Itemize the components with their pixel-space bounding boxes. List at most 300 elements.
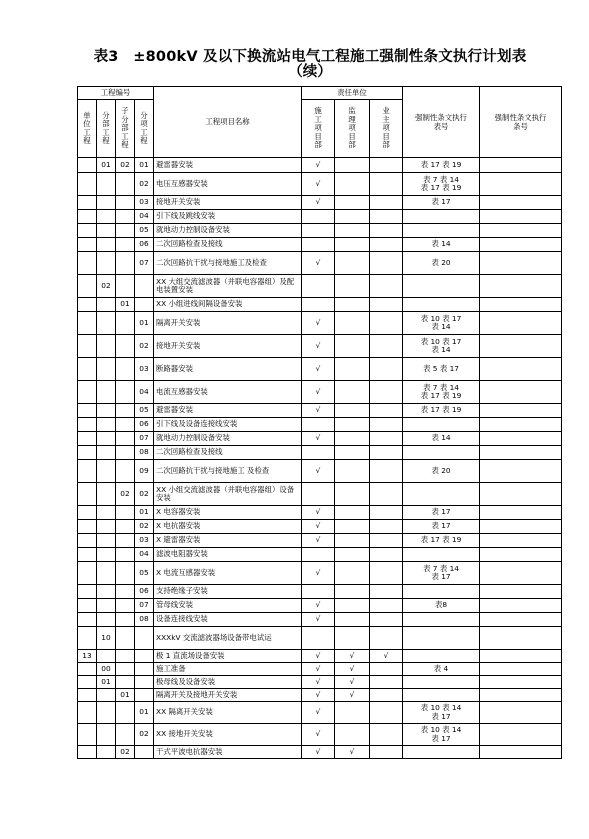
cell-sub-division (116, 196, 135, 210)
cell-owner: √ (370, 650, 403, 663)
execution-plan-table (77, 86, 562, 759)
cell-name: XX 大组交流滤波器（并联电容器组）及配电装置安装 (154, 275, 302, 298)
cell-supervision (335, 432, 370, 446)
cell-construction: √ (302, 599, 335, 613)
cell-construction: √ (302, 173, 335, 196)
cell-standard-clause (480, 746, 562, 759)
cell-standard-clause (480, 173, 562, 196)
cell-supervision (335, 418, 370, 432)
cell-supervision (335, 460, 370, 483)
cell-standard-table (403, 650, 480, 663)
table-row (78, 196, 562, 210)
cell-owner (370, 252, 403, 275)
cell-item: 02 (135, 335, 154, 358)
cell-standard-table (403, 298, 480, 312)
cell-item: 01 (135, 312, 154, 335)
cell-name: 断路器安装 (154, 358, 302, 381)
cell-supervision (335, 158, 370, 173)
table-row (78, 702, 562, 724)
cell-unit (78, 483, 97, 506)
table-row (78, 210, 562, 224)
page-subtitle: （续） (288, 64, 332, 80)
cell-item: 07 (135, 252, 154, 275)
header-division-project: 分部工程 (97, 100, 116, 158)
cell-division: 10 (97, 627, 116, 650)
cell-standard-table: 表 7 表 14 表 17 (403, 562, 480, 585)
cell-standard-clause (480, 460, 562, 483)
cell-unit (78, 252, 97, 275)
cell-name: XX 小组交流滤波器（并联电容器组）设备安装 (154, 483, 302, 506)
header-project-name: 工程项目名称 (154, 87, 302, 158)
cell-standard-table (403, 275, 480, 298)
cell-standard-table (403, 627, 480, 650)
cell-unit (78, 460, 97, 483)
cell-item: 03 (135, 358, 154, 381)
cell-owner (370, 418, 403, 432)
cell-standard-table: 表 10 表 14 表 17 (403, 724, 480, 746)
cell-standard-clause (480, 358, 562, 381)
cell-construction: √ (302, 689, 335, 702)
cell-sub-division (116, 506, 135, 520)
cell-standard-table (403, 585, 480, 599)
cell-construction: √ (302, 534, 335, 548)
cell-unit (78, 689, 97, 702)
cell-construction: √ (302, 663, 335, 676)
cell-standard-clause (480, 599, 562, 613)
header-standard-clause-no: 强制性条文执行条号 (480, 87, 562, 158)
cell-owner (370, 585, 403, 599)
cell-owner (370, 548, 403, 562)
cell-construction: √ (302, 724, 335, 746)
cell-item: 02 (135, 520, 154, 534)
cell-owner (370, 599, 403, 613)
cell-standard-table: 表 20 (403, 252, 480, 275)
cell-construction: √ (302, 746, 335, 759)
cell-construction: √ (302, 158, 335, 173)
cell-division (97, 312, 116, 335)
cell-standard-table (403, 689, 480, 702)
cell-name: X 避雷器安装 (154, 534, 302, 548)
cell-unit (78, 702, 97, 724)
cell-supervision (335, 381, 370, 404)
cell-name: 就地动力控制设备安装 (154, 432, 302, 446)
cell-supervision (335, 275, 370, 298)
cell-standard-table (403, 676, 480, 689)
cell-standard-table: 表 17 (403, 506, 480, 520)
cell-supervision (335, 404, 370, 418)
cell-unit (78, 520, 97, 534)
cell-construction (302, 224, 335, 238)
cell-supervision (335, 238, 370, 252)
cell-unit (78, 534, 97, 548)
cell-construction: √ (302, 312, 335, 335)
cell-supervision (335, 252, 370, 275)
cell-sub-division (116, 432, 135, 446)
cell-name: 滤波电阻器安装 (154, 548, 302, 562)
cell-owner (370, 446, 403, 460)
cell-supervision (335, 534, 370, 548)
cell-construction: √ (302, 381, 335, 404)
cell-item: 06 (135, 585, 154, 599)
cell-unit (78, 275, 97, 298)
cell-unit (78, 663, 97, 676)
cell-sub-division: 01 (116, 298, 135, 312)
cell-name: 设备连接线安装 (154, 613, 302, 627)
cell-item: 05 (135, 404, 154, 418)
cell-sub-division: 02 (116, 158, 135, 173)
cell-standard-clause (480, 548, 562, 562)
cell-unit (78, 562, 97, 585)
cell-construction (302, 446, 335, 460)
cell-name: 极母线及设备安装 (154, 676, 302, 689)
cell-sub-division (116, 418, 135, 432)
cell-sub-division: 02 (116, 483, 135, 506)
cell-division (97, 650, 116, 663)
cell-supervision (335, 173, 370, 196)
cell-unit (78, 238, 97, 252)
cell-standard-clause (480, 238, 562, 252)
cell-standard-clause (480, 446, 562, 460)
cell-supervision (335, 358, 370, 381)
cell-owner (370, 506, 403, 520)
cell-standard-clause (480, 520, 562, 534)
cell-owner (370, 404, 403, 418)
cell-supervision (335, 562, 370, 585)
cell-construction: √ (302, 252, 335, 275)
cell-owner (370, 676, 403, 689)
cell-construction: √ (302, 506, 335, 520)
cell-division (97, 381, 116, 404)
cell-sub-division (116, 358, 135, 381)
cell-standard-table (403, 210, 480, 224)
cell-sub-division (116, 548, 135, 562)
table-row (78, 548, 562, 562)
cell-sub-division (116, 252, 135, 275)
cell-construction (302, 275, 335, 298)
cell-standard-clause (480, 432, 562, 446)
cell-unit (78, 599, 97, 613)
cell-item: 01 (135, 506, 154, 520)
table-row (78, 599, 562, 613)
cell-standard-table: 表 7 表 14 表 17 表 19 (403, 381, 480, 404)
cell-supervision (335, 312, 370, 335)
cell-standard-table: 表 10 表 14 表 17 (403, 702, 480, 724)
cell-construction: √ (302, 520, 335, 534)
cell-item: 07 (135, 432, 154, 446)
cell-division (97, 210, 116, 224)
cell-unit (78, 335, 97, 358)
cell-construction (302, 627, 335, 650)
cell-standard-clause (480, 483, 562, 506)
cell-item: 08 (135, 613, 154, 627)
table-row (78, 158, 562, 173)
cell-standard-clause (480, 702, 562, 724)
cell-standard-clause (480, 676, 562, 689)
cell-name: 接地开关安装 (154, 335, 302, 358)
table-row (78, 724, 562, 746)
cell-item: 07 (135, 599, 154, 613)
header-item-project: 分项工程 (135, 100, 154, 158)
cell-name: 隔离开关及接地开关安装 (154, 689, 302, 702)
cell-name: 避雷器安装 (154, 158, 302, 173)
cell-standard-clause (480, 562, 562, 585)
header-supervision-dept: 监理项目部 (335, 100, 370, 158)
cell-item: 06 (135, 418, 154, 432)
cell-construction: √ (302, 702, 335, 724)
table-row (78, 173, 562, 196)
cell-owner (370, 173, 403, 196)
cell-owner (370, 520, 403, 534)
table-row (78, 746, 562, 759)
cell-standard-clause (480, 534, 562, 548)
cell-sub-division (116, 335, 135, 358)
cell-sub-division (116, 520, 135, 534)
table-row (78, 627, 562, 650)
cell-supervision (335, 298, 370, 312)
cell-sub-division: 01 (116, 689, 135, 702)
cell-name: 就地动力控制设备安装 (154, 224, 302, 238)
cell-supervision: √ (335, 676, 370, 689)
cell-item: 09 (135, 460, 154, 483)
cell-item: 03 (135, 196, 154, 210)
cell-supervision (335, 483, 370, 506)
cell-supervision (335, 548, 370, 562)
cell-construction: √ (302, 196, 335, 210)
cell-name: 引下线及跳线安装 (154, 210, 302, 224)
cell-division (97, 534, 116, 548)
cell-division: 01 (97, 676, 116, 689)
cell-unit (78, 210, 97, 224)
cell-standard-clause (480, 506, 562, 520)
header-owner-dept: 业主项目部 (370, 100, 403, 158)
cell-sub-division (116, 724, 135, 746)
cell-division (97, 196, 116, 210)
cell-standard-clause (480, 404, 562, 418)
cell-standard-clause (480, 252, 562, 275)
cell-owner (370, 689, 403, 702)
cell-standard-table (403, 418, 480, 432)
cell-division (97, 724, 116, 746)
cell-supervision (335, 520, 370, 534)
cell-name: 二次回路抗干扰与接地施工 及检查 (154, 460, 302, 483)
table-row (78, 275, 562, 298)
cell-supervision (335, 446, 370, 460)
cell-supervision (335, 613, 370, 627)
cell-name: 避雷器安装 (154, 404, 302, 418)
table-row (78, 613, 562, 627)
table-row (78, 312, 562, 335)
table-row (78, 238, 562, 252)
table-row (78, 404, 562, 418)
cell-sub-division (116, 562, 135, 585)
cell-item: 04 (135, 548, 154, 562)
cell-construction: √ (302, 335, 335, 358)
cell-name: 电流互感器安装 (154, 381, 302, 404)
cell-construction: √ (302, 650, 335, 663)
cell-construction: √ (302, 562, 335, 585)
cell-supervision: √ (335, 663, 370, 676)
cell-name: 支持绝缘子安装 (154, 585, 302, 599)
cell-standard-clause (480, 627, 562, 650)
cell-name: 二次回路检查及接线 (154, 446, 302, 460)
table-row (78, 676, 562, 689)
cell-supervision (335, 627, 370, 650)
cell-name: 隔离开关安装 (154, 312, 302, 335)
cell-supervision (335, 224, 370, 238)
cell-name: 二次回路抗干扰与接地施工及检查 (154, 252, 302, 275)
cell-division (97, 446, 116, 460)
cell-standard-table (403, 446, 480, 460)
cell-construction: √ (302, 404, 335, 418)
cell-name: 干式平波电抗器安装 (154, 746, 302, 759)
cell-name: X 电抗器安装 (154, 520, 302, 534)
cell-unit (78, 746, 97, 759)
cell-owner (370, 562, 403, 585)
table-row (78, 252, 562, 275)
cell-owner (370, 335, 403, 358)
cell-item: 06 (135, 238, 154, 252)
cell-owner (370, 724, 403, 746)
cell-standard-table (403, 548, 480, 562)
cell-division (97, 689, 116, 702)
cell-division (97, 585, 116, 599)
cell-name: 引下线及设备连接线安装 (154, 418, 302, 432)
cell-name: XX 接地开关安装 (154, 724, 302, 746)
cell-name: XX 小组进线间隔设备安装 (154, 298, 302, 312)
cell-sub-division (116, 381, 135, 404)
cell-standard-clause (480, 312, 562, 335)
cell-unit (78, 627, 97, 650)
cell-division (97, 173, 116, 196)
cell-sub-division (116, 650, 135, 663)
cell-construction (302, 238, 335, 252)
table-row (78, 335, 562, 358)
cell-item: 01 (135, 702, 154, 724)
header-construction-dept: 施工项目部 (302, 100, 335, 158)
cell-standard-clause (480, 418, 562, 432)
cell-standard-table: 表 17 表 19 (403, 404, 480, 418)
cell-division (97, 746, 116, 759)
cell-owner (370, 432, 403, 446)
cell-standard-table (403, 613, 480, 627)
table-row (78, 520, 562, 534)
cell-item: 04 (135, 381, 154, 404)
table-row (78, 224, 562, 238)
cell-owner (370, 298, 403, 312)
cell-supervision: √ (335, 746, 370, 759)
cell-name: 管母线安装 (154, 599, 302, 613)
page-title: 表3 ±800kV 及以下换流站电气工程施工强制性条文执行计划表 (93, 49, 527, 65)
cell-owner (370, 534, 403, 548)
cell-standard-table: 表 10 表 17 表 14 (403, 312, 480, 335)
cell-owner (370, 224, 403, 238)
cell-division (97, 506, 116, 520)
cell-division (97, 418, 116, 432)
cell-item: 05 (135, 224, 154, 238)
cell-unit (78, 158, 97, 173)
cell-standard-clause (480, 298, 562, 312)
table-row (78, 446, 562, 460)
table-row (78, 534, 562, 548)
cell-standard-clause (480, 210, 562, 224)
cell-item: 08 (135, 446, 154, 460)
cell-sub-division (116, 676, 135, 689)
cell-standard-clause (480, 689, 562, 702)
cell-unit (78, 196, 97, 210)
cell-division: 01 (97, 158, 116, 173)
cell-standard-table: 表 17 (403, 196, 480, 210)
cell-standard-clause (480, 275, 562, 298)
table-body (78, 158, 562, 759)
cell-standard-table: 表 17 表 19 (403, 534, 480, 548)
cell-name: 极 1 直流场设备安装 (154, 650, 302, 663)
cell-standard-clause (480, 663, 562, 676)
cell-unit (78, 506, 97, 520)
cell-construction: √ (302, 358, 335, 381)
cell-sub-division (116, 702, 135, 724)
table-row (78, 663, 562, 676)
header-standard-table-no: 强制性条文执行表号 (403, 87, 480, 158)
cell-unit (78, 724, 97, 746)
cell-name: 施工准备 (154, 663, 302, 676)
cell-sub-division (116, 312, 135, 335)
cell-supervision (335, 599, 370, 613)
cell-division: 00 (97, 663, 116, 676)
cell-item (135, 663, 154, 676)
cell-item: 04 (135, 210, 154, 224)
cell-item (135, 676, 154, 689)
cell-unit (78, 404, 97, 418)
cell-item (135, 298, 154, 312)
cell-sub-division (116, 404, 135, 418)
cell-name: XXXkV 交流滤波器场设备带电试运 (154, 627, 302, 650)
cell-owner (370, 196, 403, 210)
cell-unit (78, 298, 97, 312)
cell-unit (78, 585, 97, 599)
cell-division (97, 335, 116, 358)
cell-unit (78, 381, 97, 404)
table-row (78, 432, 562, 446)
cell-division (97, 702, 116, 724)
cell-owner (370, 627, 403, 650)
table-row (78, 418, 562, 432)
cell-division (97, 298, 116, 312)
cell-unit (78, 432, 97, 446)
cell-item: 02 (135, 173, 154, 196)
cell-owner (370, 702, 403, 724)
cell-construction: √ (302, 460, 335, 483)
cell-sub-division (116, 210, 135, 224)
cell-supervision (335, 506, 370, 520)
cell-standard-table: 表 17 (403, 520, 480, 534)
cell-unit (78, 312, 97, 335)
cell-construction (302, 298, 335, 312)
cell-owner (370, 460, 403, 483)
cell-unit (78, 446, 97, 460)
cell-unit (78, 173, 97, 196)
cell-owner (370, 483, 403, 506)
cell-standard-table: 表 17 表 19 (403, 158, 480, 173)
table-row (78, 689, 562, 702)
cell-item (135, 275, 154, 298)
cell-construction (302, 548, 335, 562)
cell-standard-clause (480, 158, 562, 173)
cell-sub-division (116, 173, 135, 196)
cell-division: 02 (97, 275, 116, 298)
table-row (78, 650, 562, 663)
cell-construction: √ (302, 432, 335, 446)
cell-item: 01 (135, 158, 154, 173)
